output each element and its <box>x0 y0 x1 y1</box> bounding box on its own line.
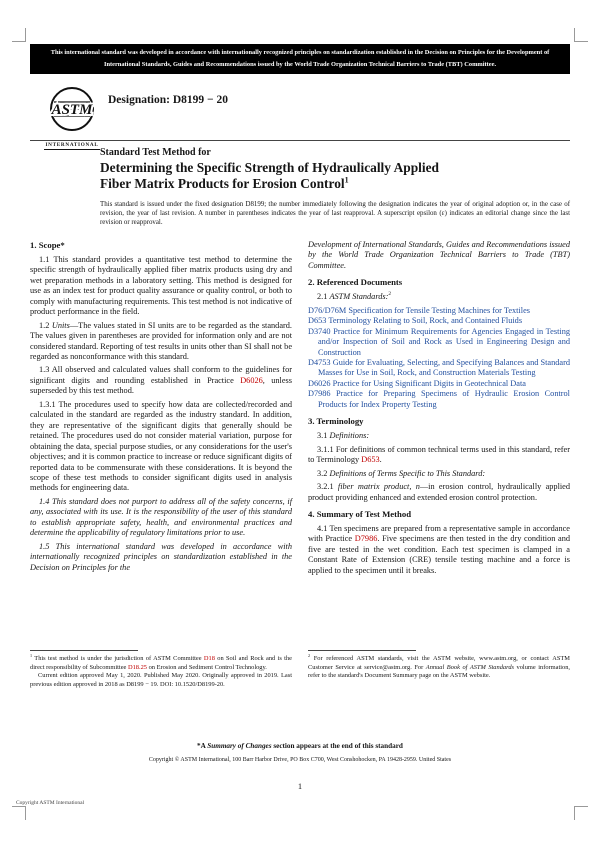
text-run: —in erosion control, hydraulically applied product providing enhanced and extended erosion control protection. <box>308 482 570 502</box>
footnotes <box>30 650 570 690</box>
astm-website-link[interactable]: www.astm.org <box>479 655 517 662</box>
side-copyright: Copyright ASTM International <box>16 800 85 806</box>
text-run: 1 <box>30 652 33 658</box>
issuance-note: This standard is issued under the fixed designation D8199; the number immediately following the designation indicates the year of original adoption or, in the case of revision, the year of last revision. A number in parentheses indicates the year of last reapproval. A superscript epsilon (ε) indicates an editorial change since the last revision or reapproval. <box>100 201 570 227</box>
paragraph-3-2-1 <box>308 482 570 503</box>
paragraph-1-2 <box>30 321 292 363</box>
wto-compliance-banner: This international standard was developed in accordance with internationally recognized principles on standardization established in the Decision on Principles for the Development of International Standards, Guides and Recommendations issued by the World Trade Organization Technical Barriers to Trade (TBT) Committee. <box>30 44 570 74</box>
text-run: 3.1.1 For definitions of common technical terms used in this standard, refer to Terminology <box>308 444 570 465</box>
text-run: Units <box>51 320 70 330</box>
text-run: 2 <box>308 652 311 658</box>
crop-mark-top-right <box>574 28 588 42</box>
text-run: —The values stated in SI units are to be regarded as the standard. The values given in parentheses are provided for information only and are not considered standard. Reporting of test results in units other than SI shall not be regarded as nonconformance with this standard. <box>30 320 292 362</box>
right-column <box>308 240 570 648</box>
summary-of-changes-note <box>0 742 600 750</box>
referenced-standards-list <box>308 306 570 411</box>
text-run: *A <box>197 742 208 750</box>
text-run: on Soil and Rock and is the direct responsibility of Subcommittee <box>30 655 292 671</box>
section-heading-scope: 1. Scope* <box>30 240 65 250</box>
paragraph-1-5: 1.5 This international standard was developed in accordance with internationally recognized principles on standardization established in the Decision on Principles for the <box>30 541 292 572</box>
text-run: 3.2.1 <box>317 482 338 492</box>
crop-mark-bottom-left <box>12 806 26 820</box>
footnote-rule <box>30 650 138 651</box>
header-rule <box>30 140 570 141</box>
document-title <box>100 160 570 192</box>
text-run: Definitions of Terms Specific to This Standard: <box>329 468 486 478</box>
text-run: ASTM Standards: <box>329 292 389 302</box>
left-column <box>30 240 292 648</box>
referenced-standard-link-d653[interactable]: D653 Terminology Relating to Soil, Rock, and Contained Fluids <box>308 316 523 326</box>
designation: Designation: D8199 − 20 <box>108 94 228 106</box>
text-run: on Erosion and Sediment Control Technology. <box>146 663 267 671</box>
paragraph-1-3-1: 1.3.1 The procedures used to specify how data are collected/recorded and calculated in the standard are regarded as the industry standard. In addition, they are representative of the significant digits that generally should be retained. The procedures used do not consider material variation, purpose for obtaining the data, special purpose studies, or any considerations for the user's objectives; and it is common practice to increase or reduce significant digits of reported data to be commensurate with these considerations. It is beyond the scope of these test methods to consider significant digits used in analysis methods for engineering data. <box>30 399 292 493</box>
text-run: 1.3 All observed and calculated values shall conform to the guidelines for significant digits and rounding established in Practice <box>30 365 292 385</box>
paragraph-2-1 <box>308 292 570 302</box>
text-run: , unless superseded by this test method. <box>30 375 292 396</box>
text-run: Summary of Changes <box>207 742 272 750</box>
title-block <box>100 147 570 192</box>
ref-link-d18-25[interactable]: D18.25 <box>127 663 147 671</box>
referenced-standard-link-d4753[interactable]: D4753 Guide for Evaluating, Selecting, and Specifying Balances and Standard Masses for Use in Soil, Rock, and Construction Materials Testing <box>308 358 570 378</box>
title-line-2: Fiber Matrix Products for Erosion Control <box>100 175 345 191</box>
paragraph-4-1 <box>308 524 570 576</box>
text-run: section appears at the end of this standard <box>271 742 403 750</box>
paragraph-1-5-continued: Development of International Standards, Guides and Recommendations issued by the World Trade Organization Technical Barriers to Trade (TBT) Committee. <box>308 240 570 270</box>
referenced-standard-link-d76[interactable]: D76/D76M Specification for Tensile Testing Machines for Textiles <box>308 305 531 315</box>
text-run: 4.1 Ten specimens are prepared from a representative sample in accordance with Practice <box>308 523 570 544</box>
ref-link-d6026[interactable]: D6026 <box>240 375 263 385</box>
paragraph-1-4: 1.4 This standard does not purport to address all of the safety concerns, if any, associated with its use. It is the responsibility of the user of this standard to establish appropriate safety, health, and environmental practices and determine the applicability of regulatory limitations prior to use. <box>30 496 292 538</box>
text-run: 3.2 <box>317 468 330 478</box>
text-run: 1.2 <box>39 320 52 330</box>
text-run: This test method is under the jurisdiction of ASTM Committee <box>32 655 204 662</box>
ref-link-d7986[interactable]: D7986 <box>354 534 378 544</box>
section-heading-referenced-documents: 2. Referenced Documents <box>308 277 403 288</box>
text-run: 2 <box>388 291 392 298</box>
body-columns <box>30 240 570 648</box>
title-footnote-marker: 1 <box>344 175 349 185</box>
astm-logo-text: ASTM <box>51 102 93 118</box>
text-run: volume information, refer to the standard's Document Summary page on the ASTM website. <box>308 663 571 680</box>
text-run: For referenced ASTM standards, visit the ASTM website, <box>310 655 480 662</box>
text-run: . Five specimens are then tested in the dry condition and five are tested in the wet condition. Each test specimen is clamped in a Constant Rate of Extension (CRE) tensile testing machine and a force is applied to the specimen until it breaks. <box>308 534 570 575</box>
ref-link-d653[interactable]: D653 <box>361 455 380 465</box>
text-run: , or contact ASTM Customer Service at service@astm.org. For <box>308 655 570 671</box>
referenced-standard-link-d6026[interactable]: D6026 Practice for Using Significant Digits in Geotechnical Data <box>308 378 526 388</box>
text-run: . <box>379 455 382 465</box>
paragraph-1-1: 1.1 This standard provides a quantitative test method to determine the specific strength of hydraulically applied fiber matrix products using dry and wet preparation methods in a laboratory setting. This method is designed for use as an index test for product quality assurance or quality control, or both to comply with manufacturing requirements. This test method is not indicative of product performance in the field. <box>30 254 292 317</box>
copyright-line: Copyright © ASTM International, 100 Barr Harbor Drive, PO Box C700, West Conshohocken, PA 19428-2959. United States <box>148 757 452 763</box>
ref-link-d18[interactable]: D18 <box>203 655 215 662</box>
referenced-standard-link-d3740[interactable]: D3740 Practice for Minimum Requirements for Agencies Engaged in Testing and/or Inspection of Soil and Rock as Used in Engineering Design and Construction <box>308 326 570 357</box>
section-heading-summary-of-test-method: 4. Summary of Test Method <box>308 508 412 519</box>
crop-mark-top-left <box>12 28 26 42</box>
astm-logo-subtitle: INTERNATIONAL <box>45 142 99 148</box>
text-run: fiber matrix product, n <box>337 482 420 492</box>
title-kicker: Standard Test Method for <box>100 147 211 158</box>
astm-logo-icon <box>45 84 99 136</box>
section-heading-terminology: 3. Terminology <box>308 416 364 427</box>
crop-mark-bottom-right <box>574 806 588 820</box>
text-run: 3.1 <box>317 431 330 441</box>
footnote-column-left <box>30 650 292 690</box>
footnote-1-text <box>30 652 292 672</box>
text-run: Definitions: <box>329 431 370 441</box>
page-number: 1 <box>297 781 303 791</box>
paragraph-3-1-1 <box>308 445 570 466</box>
footnote-2-text <box>308 652 571 681</box>
text-run: 2.1 <box>317 292 330 302</box>
footnote-rule <box>308 650 416 651</box>
paragraph-1-3 <box>30 365 292 396</box>
paragraph-3-2 <box>308 469 570 479</box>
title-line-1: Determining the Specific Strength of Hydraulically Applied <box>100 160 439 175</box>
footnote-column-right <box>308 650 570 690</box>
paragraph-3-1 <box>308 431 570 441</box>
referenced-standard-link-d7986[interactable]: D7986 Practice for Preparing Specimens of Hydraulic Erosion Control Products for Index Property Testing <box>308 389 570 409</box>
text-run: Annual Book of ASTM Standards <box>425 663 515 671</box>
footnote-1-edition: Current edition approved May 1, 2020. Published May 2020. Originally approved in 2019. Last previous edition approved in 2018 as D8199 − 19. DOI: 10.1520/D8199-20. <box>30 672 292 688</box>
